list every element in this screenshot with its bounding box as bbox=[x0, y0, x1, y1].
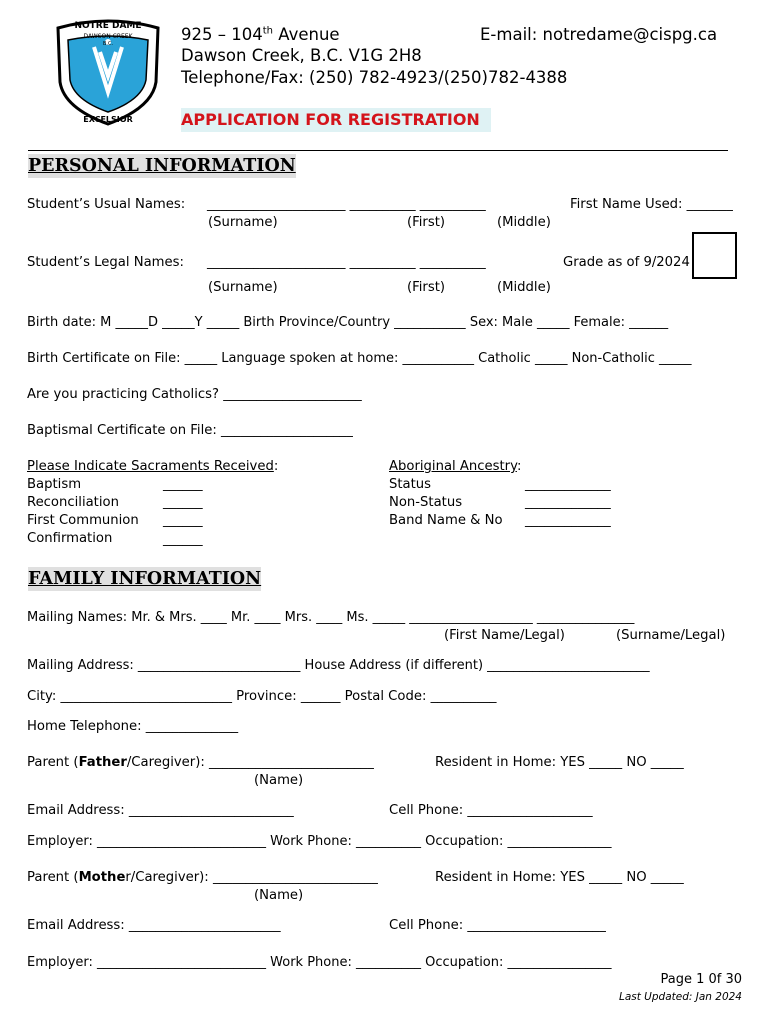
mother-cell-line[interactable]: Cell Phone: _____________________ bbox=[389, 918, 606, 933]
father-employer-line[interactable]: Employer: __________________________ Work Phone: __________ Occupation: ________________ bbox=[27, 834, 612, 849]
mother-name-line[interactable]: Parent (Mother/Caregiver): _________________________ bbox=[27, 870, 378, 885]
sacrament-confirmation-label: Confirmation bbox=[27, 531, 113, 546]
school-phone: Telephone/Fax: (250) 782-4923/(250)782-4388 bbox=[181, 68, 568, 87]
legal-first-caption: (First) bbox=[407, 280, 446, 295]
application-title: APPLICATION FOR REGISTRATION bbox=[181, 108, 491, 132]
grade-label: Grade as of 9/2024 bbox=[563, 255, 690, 270]
sacrament-baptism-label: Baptism bbox=[27, 477, 82, 492]
school-address: 925 – 104th Avenue bbox=[181, 25, 340, 44]
ancestry-band-blank[interactable]: _____________ bbox=[525, 513, 611, 528]
last-updated: Last Updated: Jan 2024 bbox=[618, 991, 742, 1003]
father-resident-line[interactable]: Resident in Home: YES _____ NO _____ bbox=[435, 755, 684, 770]
ancestry-nonstatus-label: Non-Status bbox=[389, 495, 463, 510]
ancestry-status-blank[interactable]: _____________ bbox=[525, 477, 611, 492]
usual-names-label: Student’s Usual Names: bbox=[27, 197, 186, 212]
sacrament-communion-label: First Communion bbox=[27, 513, 139, 528]
sacrament-baptism-blank[interactable]: ______ bbox=[163, 477, 203, 492]
father-email-line[interactable]: Email Address: _________________________ bbox=[27, 803, 294, 818]
mother-email-line[interactable]: Email Address: _______________________ bbox=[27, 918, 281, 933]
school-city: Dawson Creek, B.C. V1G 2H8 bbox=[181, 46, 422, 65]
grade-box[interactable] bbox=[692, 232, 737, 279]
page-number: Page 1 0f 30 bbox=[660, 972, 742, 987]
family-info-heading: FAMILY INFORMATION bbox=[28, 569, 262, 589]
surname-legal-caption: (Surname/Legal) bbox=[616, 628, 726, 643]
certificate-language-line[interactable]: Birth Certificate on File: _____ Language spoken at home: ___________ Catholic _____ Non-Catholic _____ bbox=[27, 351, 692, 366]
ancestry-nonstatus-blank[interactable]: _____________ bbox=[525, 495, 611, 510]
city-province-line[interactable]: City: __________________________ Province: ______ Postal Code: __________ bbox=[27, 689, 497, 704]
legal-names-fields[interactable]: _____________________ __________ __________ bbox=[207, 255, 486, 270]
mailing-address-line[interactable]: Mailing Address: _________________________ House Address (if different) _________________________ bbox=[27, 658, 650, 673]
sacrament-reconciliation-label: Reconciliation bbox=[27, 495, 119, 510]
birth-date-line[interactable]: Birth date: M _____D _____Y _____ Birth Province/Country ___________ Sex: Male _____ Female: ______ bbox=[27, 315, 669, 330]
school-email: E-mail: notredame@cispg.ca bbox=[480, 25, 718, 44]
father-name-line[interactable]: Parent (Father/Caregiver): _________________________ bbox=[27, 755, 374, 770]
school-crest-logo bbox=[44, 12, 172, 132]
mother-employer-line[interactable]: Employer: __________________________ Work Phone: __________ Occupation: ________________ bbox=[27, 955, 612, 970]
logo-text-province: B.C. bbox=[102, 41, 114, 47]
ancestry-band-label: Band Name & No bbox=[389, 513, 503, 528]
usual-surname-caption: (Surname) bbox=[208, 215, 278, 230]
legal-names-label: Student’s Legal Names: bbox=[27, 255, 184, 270]
usual-first-caption: (First) bbox=[407, 215, 446, 230]
first-name-legal-caption: (First Name/Legal) bbox=[444, 628, 565, 643]
practicing-catholics-line[interactable]: Are you practicing Catholics? _____________________ bbox=[27, 387, 362, 402]
mailing-names-line[interactable]: Mailing Names: Mr. & Mrs. ____ Mr. ____ Mrs. ____ Ms. _____ ___________________ _______________ bbox=[27, 610, 635, 625]
ancestry-status-label: Status bbox=[389, 477, 432, 492]
father-name-caption: (Name) bbox=[254, 773, 304, 788]
first-name-used[interactable]: First Name Used: _______ bbox=[570, 197, 733, 212]
father-cell-line[interactable]: Cell Phone: ___________________ bbox=[389, 803, 593, 818]
logo-text-top: NOTRE DAME bbox=[74, 21, 142, 31]
legal-middle-caption: (Middle) bbox=[497, 280, 551, 295]
personal-info-heading: PERSONAL INFORMATION bbox=[28, 156, 296, 176]
logo-text-motto: EXCELSIOR bbox=[83, 115, 133, 124]
sacrament-communion-blank[interactable]: ______ bbox=[163, 513, 203, 528]
sacrament-confirmation-blank[interactable]: ______ bbox=[163, 532, 203, 547]
sacraments-heading: Please Indicate Sacraments Received: bbox=[27, 459, 279, 474]
usual-names-fields[interactable]: _____________________ __________ __________ bbox=[207, 197, 486, 212]
baptismal-certificate-line[interactable]: Baptismal Certificate on File: ____________________ bbox=[27, 423, 353, 438]
legal-surname-caption: (Surname) bbox=[208, 280, 278, 295]
home-telephone-line[interactable]: Home Telephone: ______________ bbox=[27, 719, 239, 734]
mother-name-caption: (Name) bbox=[254, 888, 304, 903]
sacrament-reconciliation-blank[interactable]: ______ bbox=[163, 495, 203, 510]
mother-resident-line[interactable]: Resident in Home: YES _____ NO _____ bbox=[435, 870, 684, 885]
ancestry-heading: Aboriginal Ancestry: bbox=[389, 459, 522, 474]
logo-text-city: DAWSON CREEK bbox=[83, 33, 133, 40]
usual-middle-caption: (Middle) bbox=[497, 215, 551, 230]
header-divider bbox=[28, 150, 728, 151]
